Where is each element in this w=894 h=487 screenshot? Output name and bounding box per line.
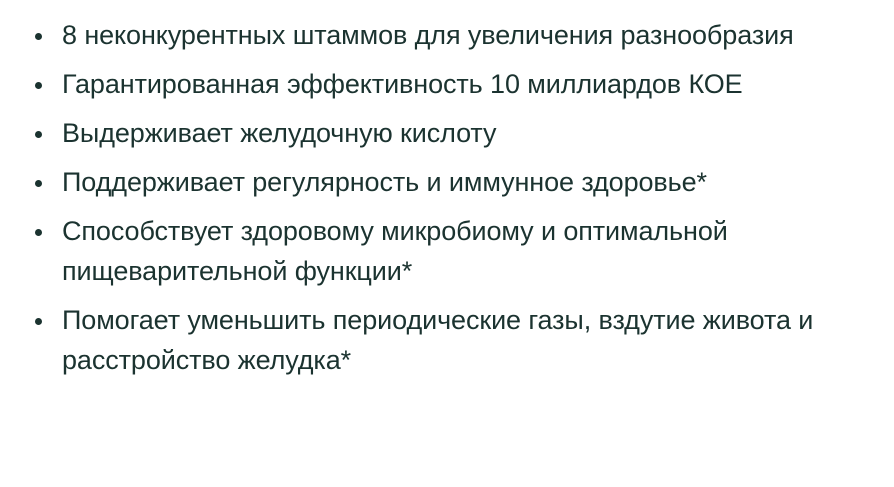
list-item <box>22 114 884 154</box>
list-item <box>22 16 884 56</box>
list-item-label: Гарантированная эффективность 10 миллиардов КОЕ <box>62 68 743 99</box>
list-item <box>22 65 884 105</box>
bullet-dot-icon <box>35 82 42 89</box>
bullet-dot-icon <box>35 131 42 138</box>
list-item-label: 8 неконкурентных штаммов для увеличения разнообразия <box>62 20 794 50</box>
bullet-dot-icon <box>35 318 42 325</box>
benefits-list <box>22 16 884 381</box>
list-item-label: Выдерживает желудочную кислоту <box>62 117 497 148</box>
list-item <box>22 301 884 381</box>
bullet-dot-icon <box>35 229 42 236</box>
list-item-label: Поддерживает регулярность и иммунное здоровье* <box>62 166 707 197</box>
list-item <box>22 212 884 292</box>
bullet-dot-icon <box>35 180 42 187</box>
list-item-label: Помогает уменьшить периодические газы, вздутие живота и расстройство желудка* <box>62 304 814 375</box>
list-item <box>22 163 884 203</box>
list-item-label: Способствует здоровому микробиому и оптимальной пищеварительной функции* <box>62 215 728 286</box>
bullet-dot-icon <box>35 33 42 40</box>
